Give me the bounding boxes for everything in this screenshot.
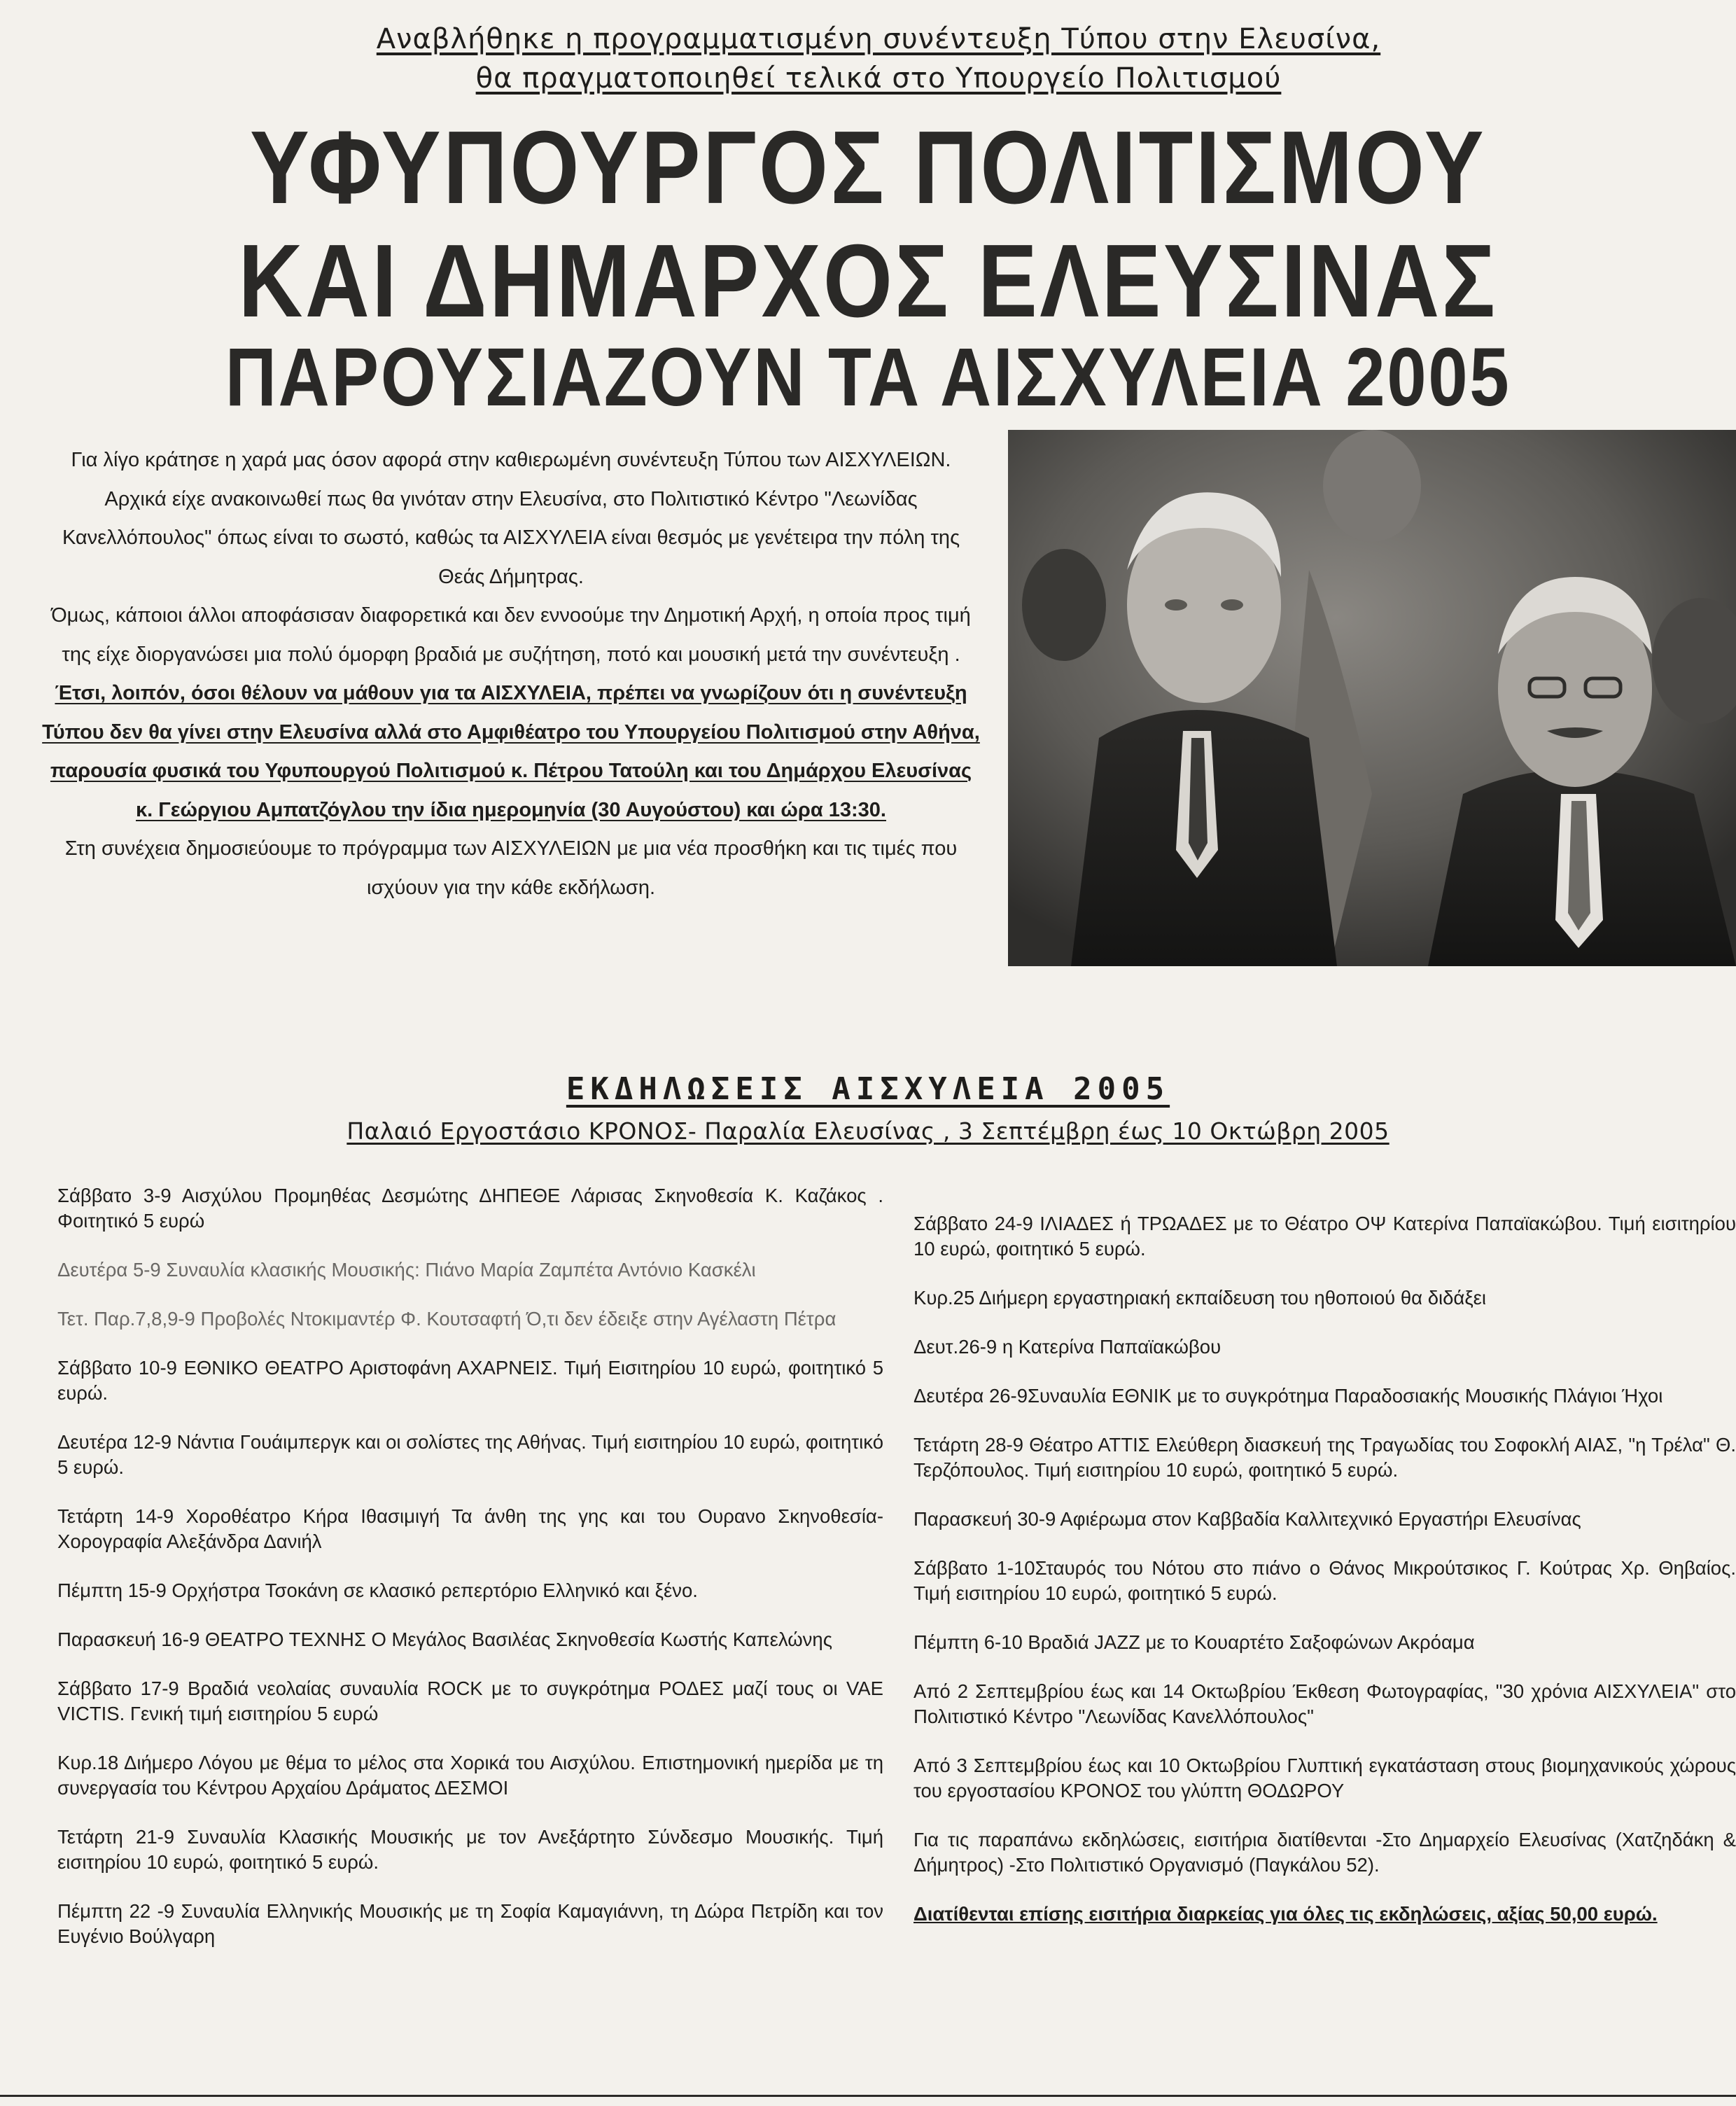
- press-photo: [1008, 430, 1736, 966]
- bottom-rule: [0, 2095, 1736, 2097]
- ticket-info: Για τις παραπάνω εκδηλώσεις, εισιτήρια διατίθενται -Στο Δημαρχείο Ελευσίνας (Χατζηδάκη & Δήμητρος) -Στο Πολιτιστικό Οργανισμό (Παγκάλου 52).: [913, 1829, 1736, 1876]
- events-subtitle: Παλαιό Εργοστάσιο ΚΡΟΝΟΣ- Παραλία Ελευσίνας , 3 Σεπτέμβρη έως 10 Οκτώβρη 2005: [346, 1117, 1390, 1145]
- event-entry: Πέμπτη 15-9 Ορχήστρα Τσοκάνη σε κλασικό ρεπερτόριο Ελληνικό και ξένο.: [57, 1580, 698, 1601]
- event-entry: Από 2 Σεπτεμβρίου έως και 14 Οκτωβρίου Έκθεση Φωτογραφίας, "30 χρόνια ΑΙΣΧΥΛΕΙΑ" στο Πολιτιστικό Κέντρο "Λεωνίδας Κανελλόπουλος": [913, 1680, 1736, 1727]
- event-entry: Τετάρτη 28-9 Θέατρο ΑΤΤΙΣ Ελεύθερη διασκευή της Τραγωδίας του Σοφοκλή ΑΙΑΣ, "η Τρέλα" Θ. Τερζόπουλος. Τιμή εισιτηρίου 10 ευρώ, φοιτητικό 5 ευρώ.: [913, 1434, 1736, 1481]
- events-column-left: [57, 1183, 883, 1973]
- event-entry: Δευτέρα 12-9 Νάντια Γουάιμπεργκ και οι σολίστες της Αθήνας. Τιμή εισιτηρίου 10 ευρώ, φοιτητικό 5 ευρώ.: [57, 1431, 883, 1478]
- event-entry: Σάββατο 17-9 Βραδιά νεολαίας συναυλία ROCK με το συγκρότημα ΡΟΔΕΣ μαζί τους οι VAE VICTIS. Γενική τιμή εισιτηρίου 5 ευρώ: [57, 1678, 883, 1724]
- season-ticket-note: Διατίθενται επίσης εισιτήρια διαρκείας για όλες τις εκδηλώσεις, αξίας 50,00 ευρώ.: [913, 1903, 1658, 1925]
- event-entry: Πέμπτη 6-10 Βραδιά JAZZ με το Κουαρτέτο Σαξοφώνων Ακρόαμα: [913, 1631, 1475, 1653]
- headline-line-2: ΚΑΙ ΔΗΜΑΡΧΟΣ ΕΛΕΥΣΙΝΑΣ: [238, 223, 1498, 339]
- event-entry: Παρασκευή 30-9 Αφιέρωμα στον Καββαδία Καλλιτεχνικό Εργαστήρι Ελευσίνας: [913, 1508, 1581, 1530]
- intro-paragraph-2: Αρχικά είχε ανακοινωθεί πως θα γινόταν στην Ελευσίνα, στο Πολιτιστικό Κέντρο "Λεωνίδας Κανελλόπουλος" όπως είναι το σωστό, καθώς τα ΑΙΣΧΥΛΕΙΑ είναι θεσμός με γενέτειρα την πόλη της Θεάς Δήμητρας.: [62, 487, 960, 588]
- events-title: ΕΚΔΗΛΩΣΕΙΣ ΑΙΣΧΥΛΕΙΑ 2005: [566, 1071, 1170, 1107]
- intro-text: [42, 441, 980, 907]
- event-entry: Τετ. Παρ.7,8,9-9 Προβολές Ντοκιμαντέρ Φ. Κουτσαφτή Ό,τι δεν έδειξε στην Αγέλαστη Πέτρα: [57, 1308, 836, 1330]
- intro-paragraph-3: Όμως, κάποιοι άλλοι αποφάσισαν διαφορετικά και δεν εννοούμε την Δημοτική Αρχή, η οποία προς τιμή της είχε διοργανώσει μια πολύ όμορφη βραδιά με συζήτηση, ποτό και μουσική μετά την συνέντευξη .: [51, 604, 971, 666]
- event-entry: Δευτέρα 26-9Συναυλία ΕΘΝΙΚ με το συγκρότημα Παραδοσιακής Μουσικής Πλάγιοι Ήχοι: [913, 1385, 1663, 1407]
- intro-paragraph-1: Για λίγο κράτησε η χαρά μας όσον αφορά στην καθιερωμένη συνέντευξη Τύπου των ΑΙΣΧΥΛΕΙΩΝ.: [71, 449, 951, 471]
- kicker: [161, 20, 1596, 98]
- event-entry: Δευτ.26-9 η Κατερίνα Παπαϊακώβου: [913, 1336, 1222, 1358]
- intro-paragraph-5: Στη συνέχεια δημοσιεύουμε το πρόγραμμα των ΑΙΣΧΥΛΕΙΩΝ με μια νέα προσθήκη και τις τιμές που ισχύουν για την κάθε εκδήλωση.: [64, 837, 958, 899]
- event-entry: Δευτέρα 5-9 Συναυλία κλασικής Μουσικής: Πιάνο Μαρία Ζαμπέτα Αντόνιο Κασκέλι: [57, 1259, 756, 1281]
- kicker-line-2: θα πραγματοποιηθεί τελικά στο Υπουργείο Πολιτισμού: [475, 62, 1282, 95]
- headline-line-1: ΥΦΥΠΟΥΡΓΟΣ ΠΟΛΙΤΙΣΜΟΥ: [249, 110, 1487, 225]
- headline-line-3: ΠΑΡΟΥΣΙΑΖΟΥΝ ΤΑ ΑΙΣΧΥΛΕΙΑ 2005: [225, 331, 1511, 424]
- event-entry: Τετάρτη 14-9 Χοροθέατρο Κήρα Ιθασιμιγή Τα άνθη της γης και του Ουρανο Σκηνοθεσία-Χορογραφία Αλεξάνδρα Δανιήλ: [57, 1505, 883, 1552]
- event-entry: Τετάρτη 21-9 Συναυλία Κλασικής Μουσικής με τον Ανεξάρτητο Σύνδεσμο Μουσικής. Τιμή εισιτηρίου 10 ευρώ, φοιτητικό 5 ευρώ.: [57, 1826, 883, 1873]
- event-entry: Από 3 Σεπτεμβρίου έως και 10 Οκτωβρίου Γλυπτική εγκατάσταση στους βιομηχανικούς χώρους του εργοστασίου ΚΡΟΝΟΣ του γλύπτη ΘΟΔΩΡΟΥ: [913, 1755, 1736, 1801]
- event-entry: Κυρ.18 Διήμερο Λόγου με θέμα το μέλος στα Χορικά του Αισχύλου. Επιστημονική ημερίδα με τη συνεργασία του Κέντρου Αρχαίου Δράματος ΔΕΣΜΟΙ: [57, 1752, 883, 1799]
- event-entry: Σάββατο 3-9 Αισχύλου Προμηθέας Δεσμώτης ΔΗΠΕΘΕ Λάρισας Σκηνοθεσία Κ. Καζάκος . Φοιτητικό 5 ευρώ: [57, 1185, 883, 1232]
- event-entry: Σάββατο 10-9 ΕΘΝΙΚΟ ΘΕΑΤΡΟ Αριστοφάνη ΑΧΑΡΝΕΙΣ. Τιμή Εισιτηρίου 10 ευρώ, φοιτητικό 5 ευρώ.: [57, 1357, 883, 1404]
- event-entry: Πέμπτη 22 -9 Συναυλία Ελληνικής Μουσικής με τη Σοφία Καμαγιάννη, τη Δώρα Πετρίδη και τον Ευγένιο Βούλγαρη: [57, 1900, 883, 1947]
- event-entry: Σάββατο 24-9 ΙΛΙΑΔΕΣ ή ΤΡΩΑΔΕΣ με το Θέατρο ΟΨ Κατερίνα Παπαϊακώβου. Τιμή εισιτηρίου 10 ευρώ, φοιτητικό 5 ευρώ.: [913, 1213, 1736, 1260]
- press-photo-graphic: [1008, 430, 1736, 966]
- kicker-line-1: Αναβλήθηκε η προγραμματισμένη συνέντευξη Τύπου στην Ελευσίνα,: [376, 23, 1381, 55]
- event-entry: Κυρ.25 Διήμερη εργαστηριακή εκπαίδευση του ηθοποιού θα διδάξει: [913, 1287, 1487, 1309]
- intro-paragraph-4: Έτσι, λοιπόν, όσοι θέλουν να μάθουν για τα ΑΙΣΧΥΛΕΙΑ, πρέπει να γνωρίζουν ότι η συνέντευξη Τύπου δεν θα γίνει στην Ελευσίνα αλλά στο Αμφιθέατρο του Υπουργείου Πολιτισμού στην Αθήνα, παρουσία φυσικά του Υφυπουργού Πολιτισμού κ. Πέτρου Τατούλη και του Δημάρχου Ελευσίνας κ. Γεώργιου Αμπατζόγλου την ίδια ημερομηνία (30 Αυγούστου) και ώρα 13:30.: [42, 682, 980, 821]
- event-entry: Σάββατο 1-10Σταυρός του Νότου στο πιάνο ο Θάνος Μικρούτσικος Γ. Κούτρας Χρ. Θηβαίος. Τιμή εισιτηρίου 10 ευρώ, φοιτητικό 5 ευρώ.: [913, 1557, 1736, 1604]
- event-entry: Παρασκευή 16-9 ΘΕΑΤΡΟ ΤΕΧΝΗΣ Ο Μεγάλος Βασιλέας Σκηνοθεσία Κωστής Καπελώνης: [57, 1629, 832, 1650]
- events-column-right: [913, 1211, 1736, 1951]
